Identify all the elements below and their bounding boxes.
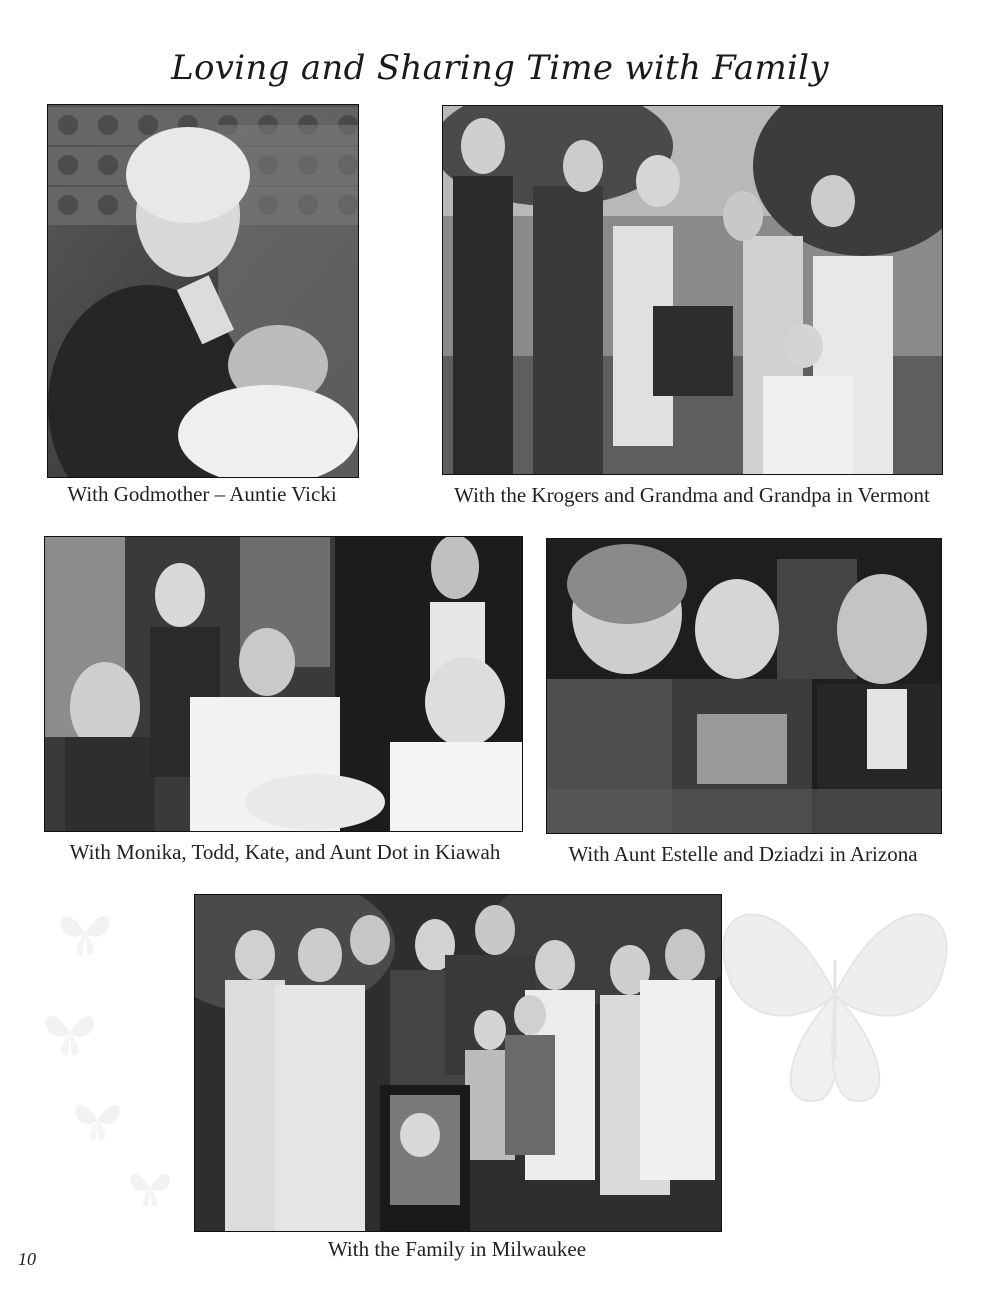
butterfly-small-decoration-2	[40, 1005, 100, 1060]
photo-vermont	[442, 105, 943, 475]
butterfly-small-decoration-1	[55, 905, 115, 960]
caption-arizona: With Aunt Estelle and Dziadzi in Arizona	[568, 842, 918, 866]
photo-milwaukee-image	[195, 895, 721, 1231]
page-title: Loving and Sharing Time with Family	[171, 48, 829, 88]
caption-godmother: With Godmother – Auntie Vicki	[67, 482, 337, 506]
caption-vermont: With the Krogers and Grandma and Grandpa in Vermont	[454, 483, 930, 507]
butterfly-large-decoration	[690, 860, 980, 1130]
photo-godmother-image	[48, 105, 358, 477]
caption-milwaukee: With the Family in Milwaukee	[327, 1237, 587, 1261]
butterfly-small-decoration-3	[70, 1095, 125, 1145]
photo-kiawah-image	[45, 537, 522, 831]
photo-milwaukee	[194, 894, 722, 1232]
photo-arizona-image	[547, 539, 941, 833]
caption-kiawah: With Monika, Todd, Kate, and Aunt Dot in Kiawah	[69, 840, 501, 864]
butterfly-small-decoration-4	[125, 1165, 175, 1210]
photo-vermont-image	[443, 106, 942, 474]
page-number: 10	[18, 1249, 36, 1269]
photo-godmother	[47, 104, 359, 478]
photo-kiawah	[44, 536, 523, 832]
photo-arizona	[546, 538, 942, 834]
